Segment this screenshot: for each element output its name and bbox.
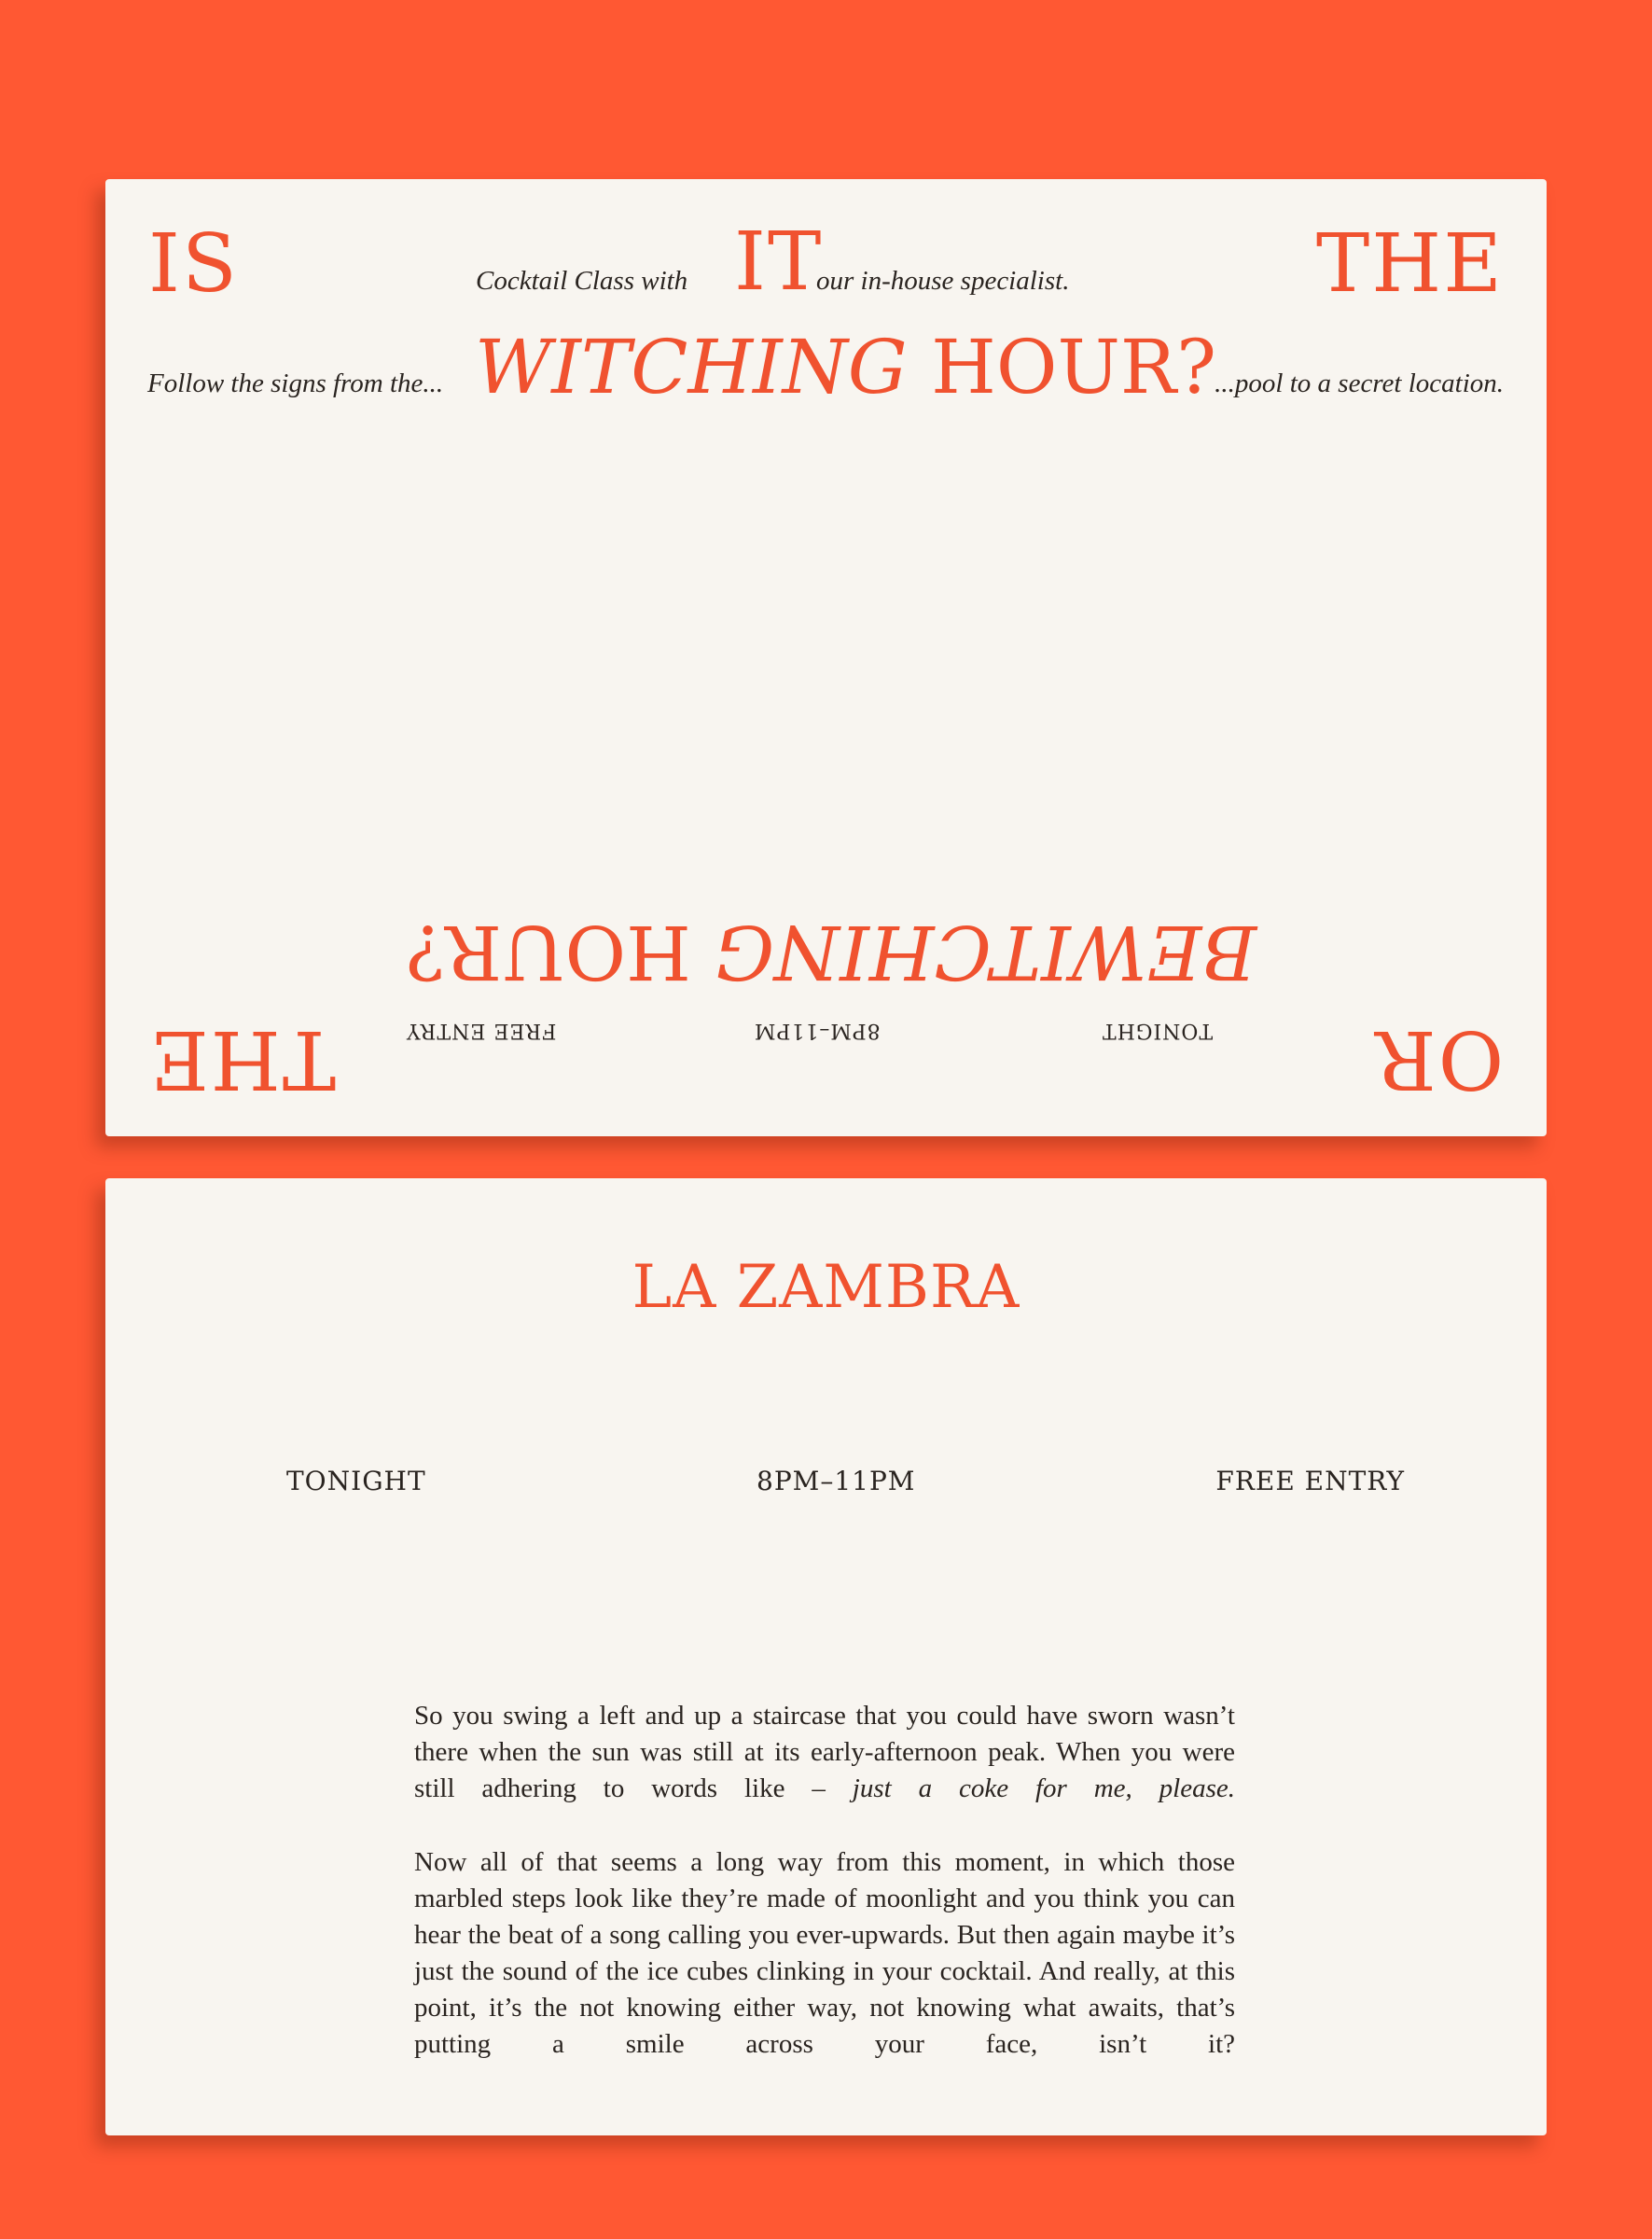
story-paragraph-1 bbox=[414, 1698, 1235, 1807]
flipped-headline-italic: BEWITCHING bbox=[715, 909, 1257, 995]
story-paragraph-2: Now all of that seems a long way from this moment, in which those marbled steps look like they’re made of moonlight and you think you can hear the beat of a song calling you ever-upwards. But then again maybe it’s just the sound of the ice cubes clinking in your cocktail. And really, at this point, it’s the not knowing either way, not knowing what awaits, that’s putting a smile across your face, isn’t it? bbox=[414, 1847, 1235, 2059]
venue-title: LA ZAMBRA bbox=[632, 1253, 1020, 1322]
event-entry: FREE ENTRY bbox=[1215, 1466, 1405, 1496]
word-the-top: THE bbox=[1315, 217, 1504, 311]
poster-back-card bbox=[105, 1178, 1547, 2135]
flipped-time: 8PM–11PM bbox=[754, 1019, 881, 1042]
class-caption-right: our in-house specialist. bbox=[816, 266, 1070, 296]
story-paragraph-1-text: So you swing a left and up a staircase that you could have sworn wasn’t there when the sun was still at its early-afternoon peak. When you were still adhering to words like – bbox=[414, 1701, 1235, 1803]
flipped-headline-bewitching-hour bbox=[406, 909, 1257, 995]
word-is: IS bbox=[148, 217, 239, 311]
flipped-tonight: TONIGHT bbox=[1102, 1019, 1214, 1042]
flipped-word-the: THE bbox=[148, 1012, 337, 1106]
headline-rest: HOUR? bbox=[931, 324, 1217, 410]
directions-caption-right: ...pool to a secret location. bbox=[1215, 369, 1504, 398]
event-time: 8PM–11PM bbox=[757, 1466, 916, 1496]
flipped-word-or: OR bbox=[1373, 1012, 1504, 1106]
event-day: TONIGHT bbox=[286, 1466, 426, 1496]
flipped-free-entry: FREE ENTRY bbox=[406, 1019, 557, 1042]
word-it: IT bbox=[734, 216, 824, 309]
poster-front-card bbox=[105, 179, 1547, 1136]
headline-italic: WITCHING bbox=[475, 324, 908, 410]
flipped-headline-rest: HOUR? bbox=[406, 909, 691, 995]
story-paragraph-1-italic: just a coke for me, please. bbox=[852, 1773, 1236, 1803]
directions-caption-left: Follow the signs from the... bbox=[147, 369, 444, 398]
headline-witching-hour bbox=[475, 324, 1217, 410]
class-caption-left: Cocktail Class with bbox=[476, 266, 688, 296]
